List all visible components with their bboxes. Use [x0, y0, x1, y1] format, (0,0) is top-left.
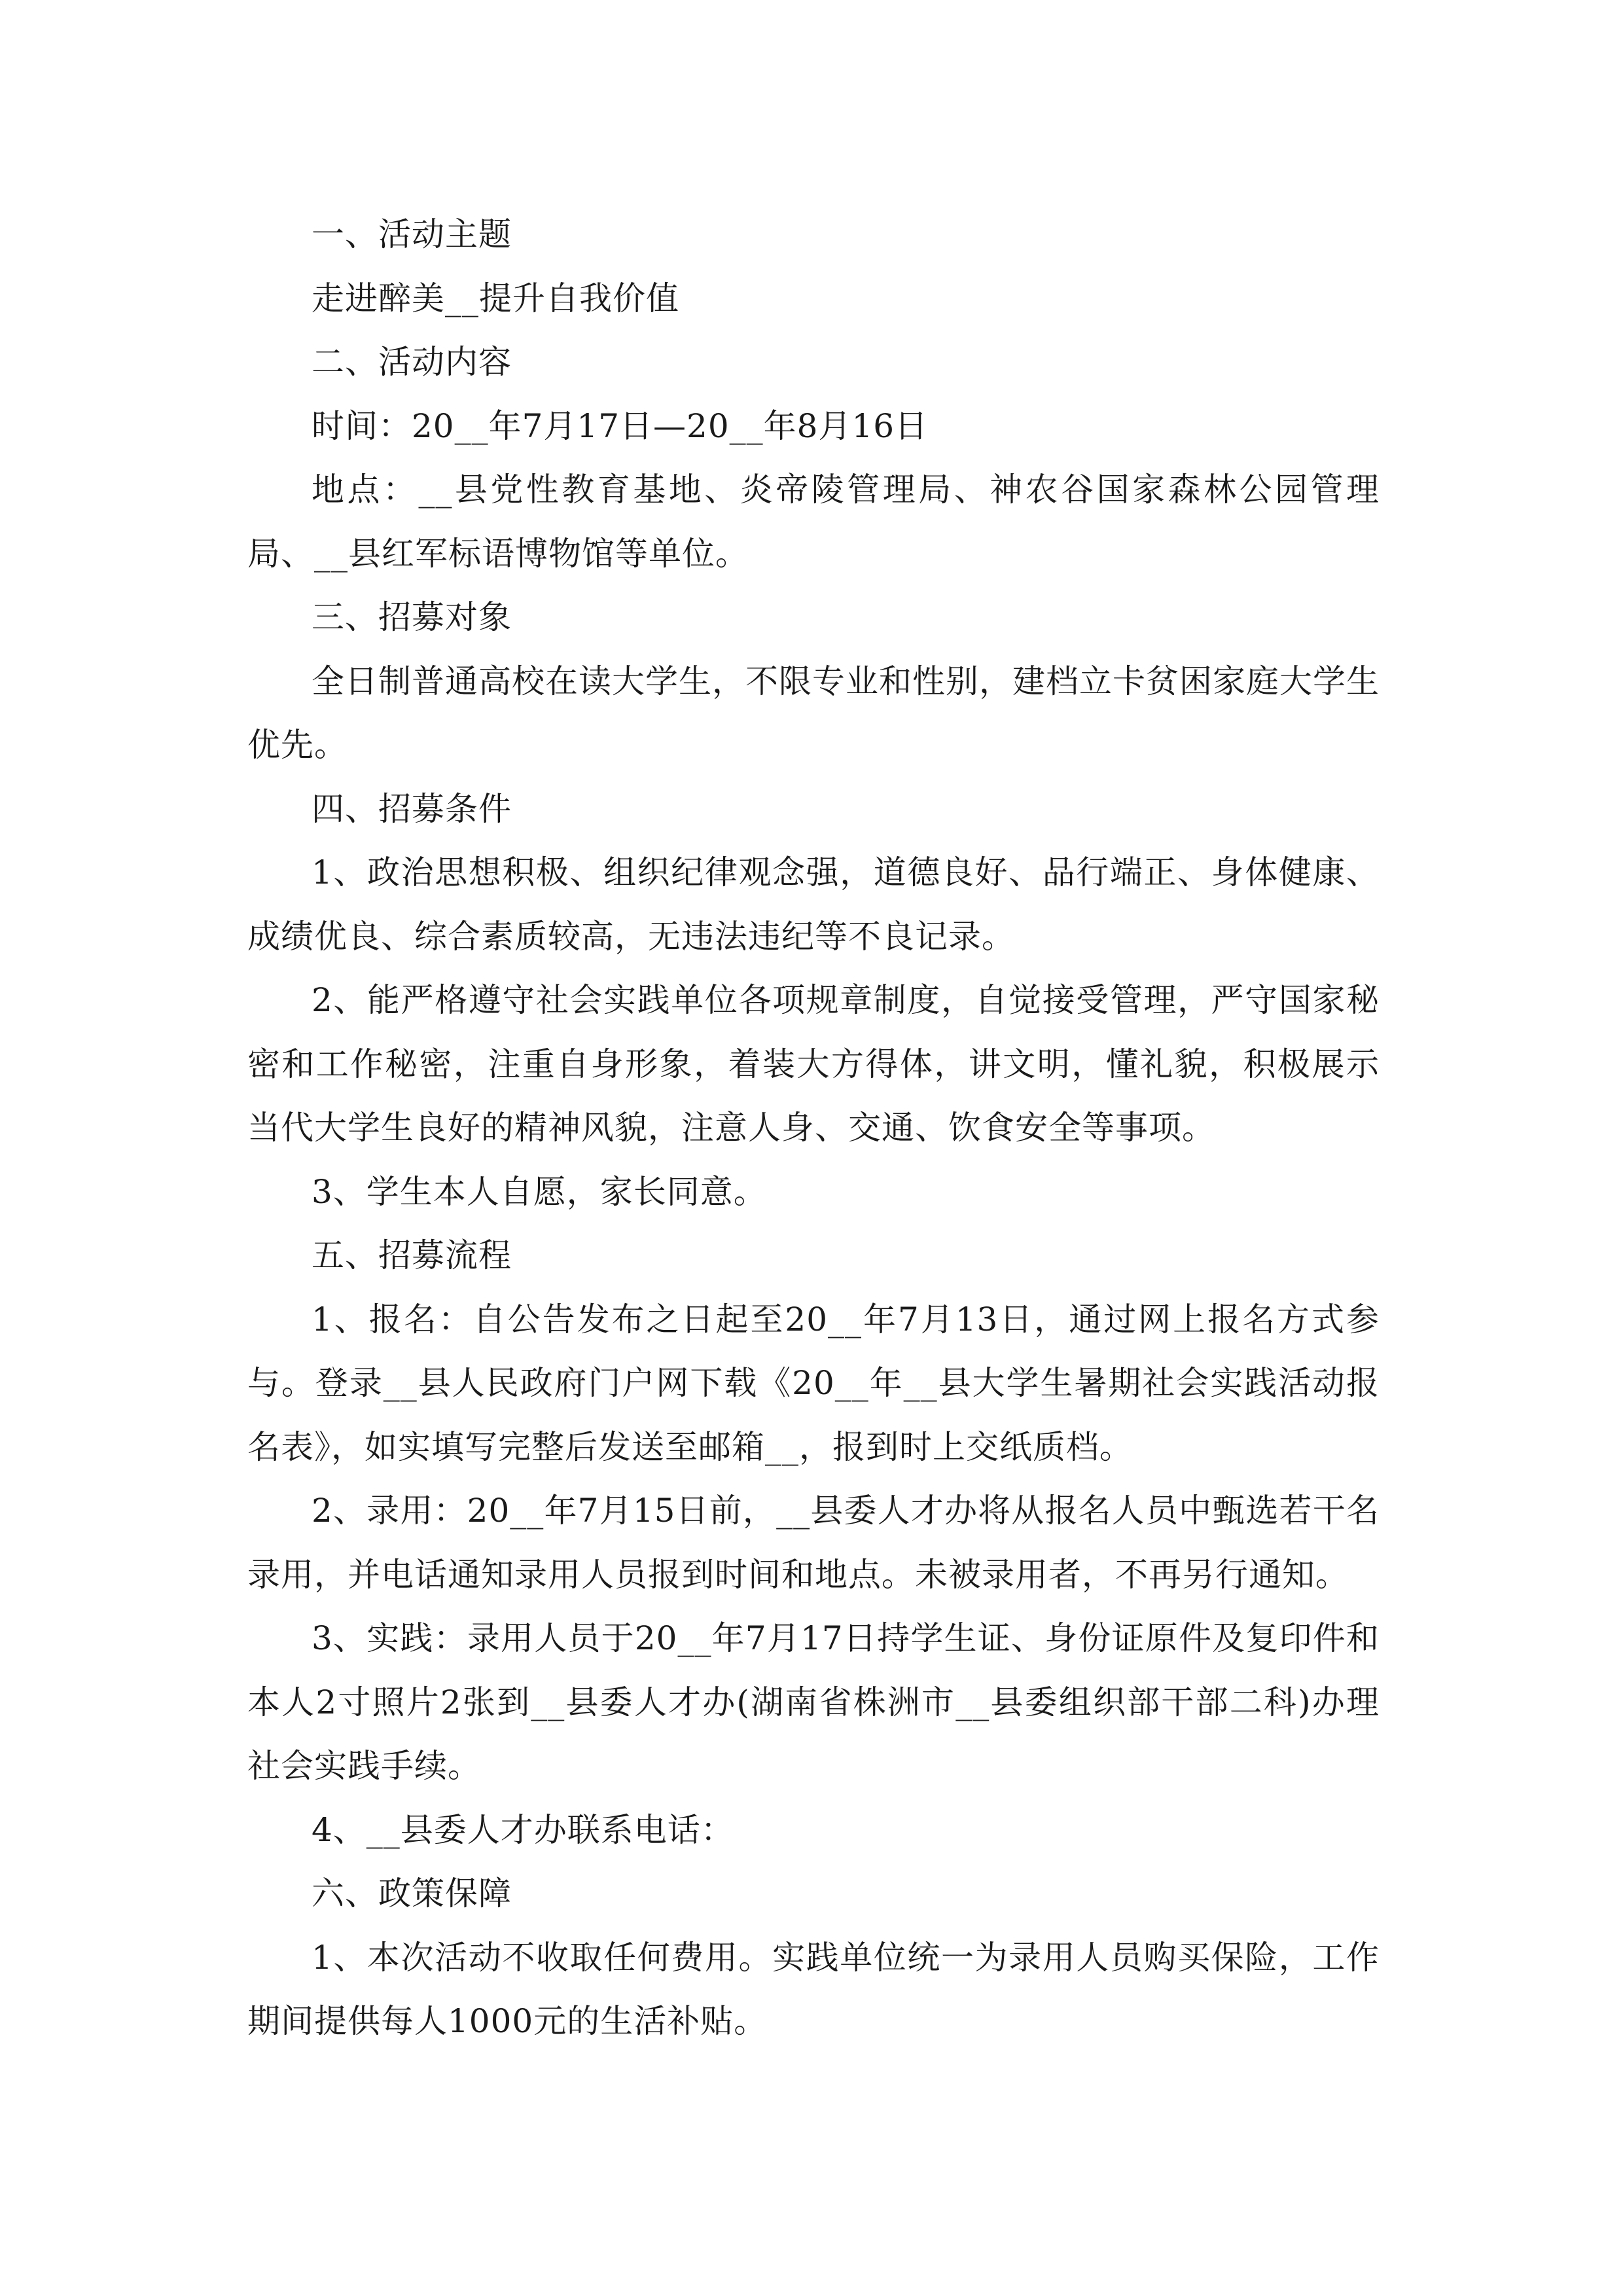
heading-recruit-process: 五、招募流程: [312, 1236, 512, 1274]
process-item-2: 2、录用：20__年7月15日前，__县委人才办将从报名人员中甄选若干名录用，并电话通知录用人员报到时间和地点。未被录用者，不再另行通知。: [247, 1492, 1380, 1594]
process-item-1: 1、报名：自公告发布之日起至20__年7月13日，通过网上报名方式参与。登录__县人民政府门户网下载《20__年__县大学生暑期社会实践活动报名表》，如实填写完整后发送至邮箱__，报到时上交纸质档。: [247, 1300, 1380, 1466]
heading-recruit-conditions: 四、招募条件: [312, 789, 512, 828]
activity-theme-text: 走进醉美__提升自我价值: [312, 279, 679, 317]
document-body: [247, 203, 1380, 2054]
recruit-target-text: 全日制普通高校在读大学生，不限专业和性别，建档立卡贫困家庭大学生优先。: [247, 662, 1380, 764]
heading-activity-content: 二、活动内容: [312, 343, 512, 381]
heading-policy-guarantee: 六、政策保障: [312, 1874, 512, 1912]
process-item-4: 4、__县委人才办联系电话：: [312, 1810, 734, 1849]
condition-item-1: 1、政治思想积极、组织纪律观念强，道德良好、品行端正、身体健康、成绩优良、综合素质较高，无违法违纪等不良记录。: [247, 853, 1380, 956]
activity-location: 地点：__县党性教育基地、炎帝陵管理局、神农谷国家森林公园管理局、__县红军标语博物馆等单位。: [247, 471, 1380, 573]
process-item-3: 3、实践：录用人员于20__年7月17日持学生证、身份证原件及复印件和本人2寸照片2张到__县委人才办(湖南省株洲市__县委组织部干部二科)办理社会实践手续。: [247, 1619, 1380, 1785]
heading-recruit-target: 三、招募对象: [312, 598, 512, 636]
condition-item-3: 3、学生本人自愿，家长同意。: [312, 1172, 767, 1211]
policy-item-1: 1、本次活动不收取任何费用。实践单位统一为录用人员购买保险，工作期间提供每人1000元的生活补贴。: [247, 1938, 1380, 2040]
activity-time: 时间：20__年7月17日—20__年8月16日: [312, 406, 929, 445]
condition-item-2: 2、能严格遵守社会实践单位各项规章制度，自觉接受管理，严守国家秘密和工作秘密，注重自身形象，着装大方得体，讲文明，懂礼貌，积极展示当代大学生良好的精神风貌，注意人身、交通、饮食安全等事项。: [247, 981, 1380, 1147]
heading-activity-theme: 一、活动主题: [312, 215, 512, 253]
